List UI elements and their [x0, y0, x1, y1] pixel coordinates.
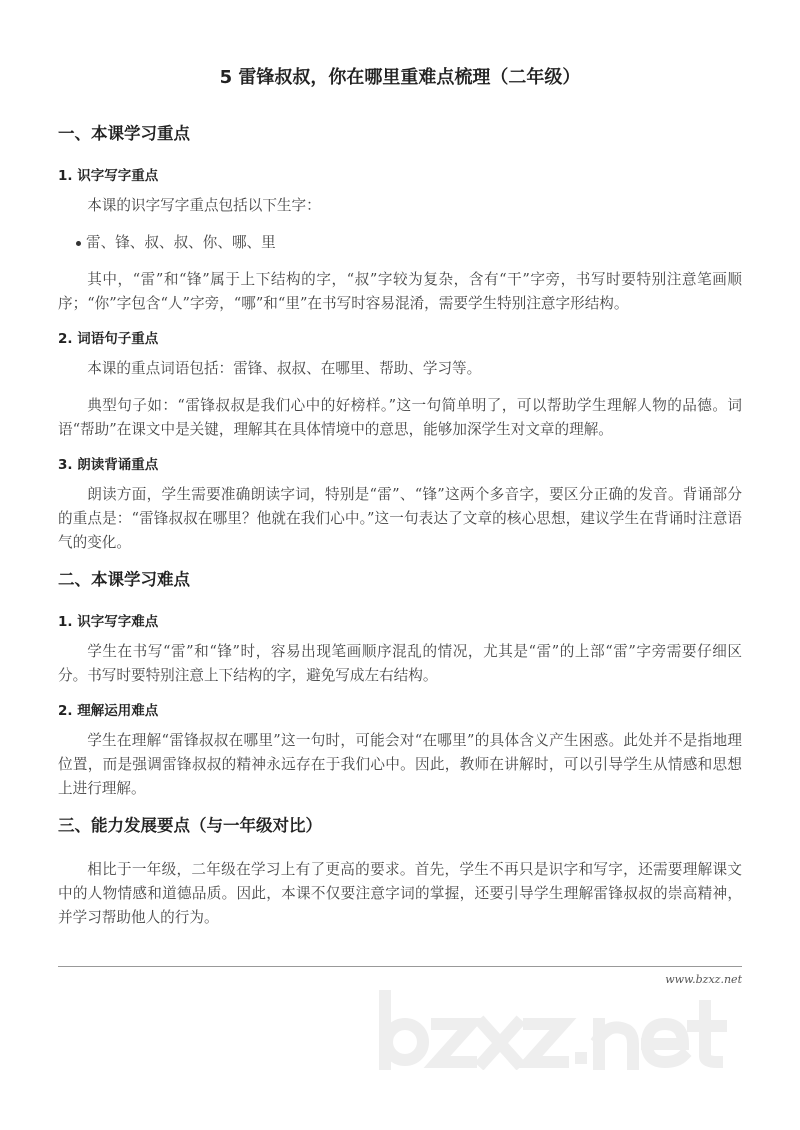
watermark-logo [375, 990, 735, 1070]
paragraph: 典型句子如：“雷锋叔叔是我们心中的好榜样。”这一句简单明了，可以帮助学生理解人物的品德。词语“帮助”在课文中是关键，理解其在具体情境中的意思，能够加深学生对文章的理解。 [58, 397, 742, 438]
page-title: 5 雷锋叔叔，你在哪里重难点梳理（二年级） [219, 67, 581, 88]
paragraph: 相比于一年级，二年级在学习上有了更高的要求。首先，学生不再只是识字和写字，还需要理解课文中的人物情感和道德品质。因此，本课不仅要注意字词的掌握，还要引导学生理解雷锋叔叔的崇高精神，并学习帮助他人的行为。 [58, 861, 742, 926]
subsection-heading: 3. 朗读背诵重点 [58, 457, 159, 473]
subsection-heading: 1. 识字写字重点 [58, 168, 159, 184]
paragraph: 学生在书写“雷”和“锋”时，容易出现笔画顺序混乱的情况，尤其是“雷”的上部“雷”字旁需要仔细区分。书写时要特别注意上下结构的字，避免写成左右结构。 [58, 643, 742, 684]
footer-url: www.bzxz.net [665, 973, 742, 986]
section-1 [58, 122, 742, 555]
section-heading-1: 一、本课学习重点 [58, 124, 190, 143]
paragraph: 学生在理解“雷锋叔叔在哪里”这一句时，可能会对“在哪里”的具体含义产生困惑。此处并不是指地理位置，而是强调雷锋叔叔的精神永远存在于我们心中。因此，教师在讲解时，可以引导学生从情感和思想上进行理解。 [58, 732, 742, 797]
footer-divider [58, 966, 742, 967]
paragraph: 朗读方面，学生需要准确朗读字词，特别是“雷”、“锋”这两个多音字，要区分正确的发音。背诵部分的重点是：“雷锋叔叔在哪里？他就在我们心中。”这一句表达了文章的核心思想，建议学生在背诵时注意语气的变化。 [58, 486, 742, 551]
paragraph: 本课的重点词语包括：雷锋、叔叔、在哪里、帮助、学习等。 [87, 360, 482, 377]
section-2 [58, 568, 742, 801]
subsection-heading: 2. 理解运用难点 [58, 703, 159, 719]
section-heading-2: 二、本课学习难点 [58, 570, 190, 589]
subsection-heading: 2. 词语句子重点 [58, 331, 159, 347]
bullet-icon [76, 241, 81, 246]
section-3 [58, 814, 742, 930]
list-item-text: 雷、锋、叔、叔、你、哪、里 [86, 234, 276, 251]
paragraph: 本课的识字写字重点包括以下生字： [87, 197, 321, 214]
subsection-heading: 1. 识字写字难点 [58, 614, 159, 630]
list-item [76, 231, 742, 255]
paragraph: 其中，“雷”和“锋”属于上下结构的字，“叔”字较为复杂，含有“干”字旁，书写时要特别注意笔画顺序；“你”字包含“人”字旁，“哪”和“里”在书写时容易混淆，需要学生特别注意字形结构。 [58, 271, 742, 312]
section-heading-3: 三、能力发展要点（与一年级对比） [58, 816, 322, 835]
